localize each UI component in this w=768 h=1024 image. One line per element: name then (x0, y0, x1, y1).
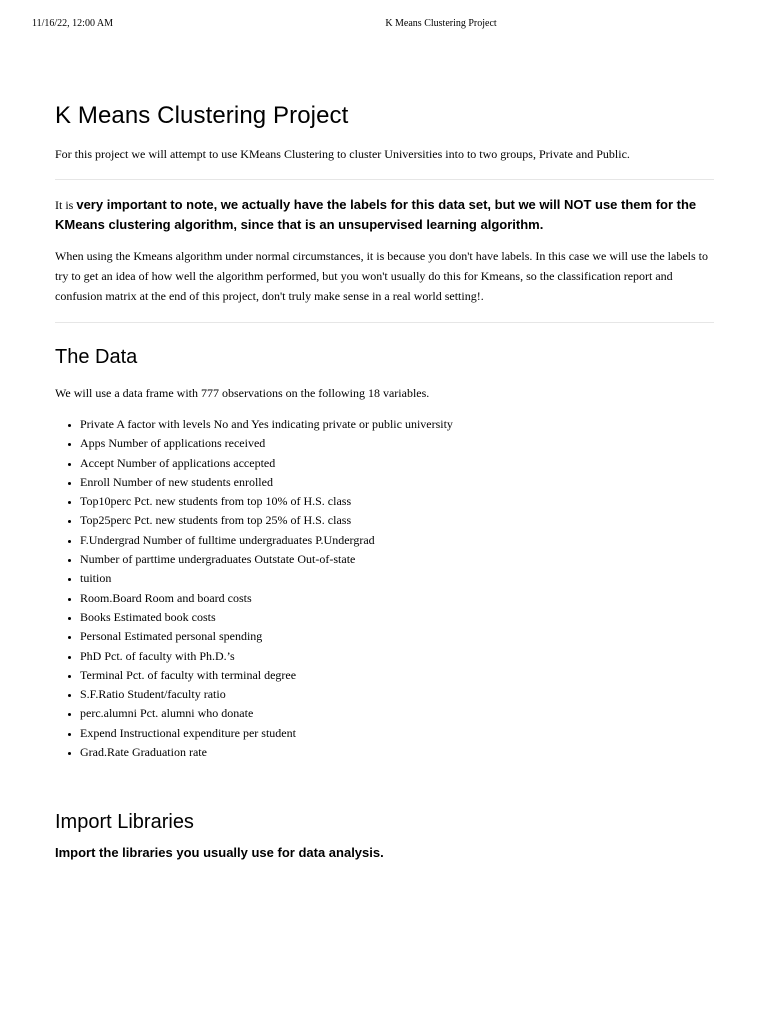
notebook-content (55, 96, 714, 863)
list-item: • F.Undergrad Number of fulltime undergraduates P.Undergrad (80, 531, 714, 550)
variables-list (55, 415, 714, 762)
import-section-heading: Import Libraries (55, 811, 194, 834)
list-item: • Terminal Pct. of faculty with terminal degree (80, 666, 714, 685)
explanation-paragraph: When using the Kmeans algorithm under normal circumstances, it is because you don't have labels. In this case we will use the labels to try to get an idea of how well the algorithm performed, but you won't usually do this for Kmeans, so the classification report and confusion matrix at the end of this project, don't truly make sense in a real world setting!. (55, 249, 708, 303)
list-item: • Number of parttime undergraduates Outstate Out-of-state (80, 550, 714, 569)
list-item: • PhD Pct. of faculty with Ph.D.’s (80, 647, 714, 666)
list-item: • Books Estimated book costs (80, 608, 714, 627)
list-item: • Grad.Rate Graduation rate (80, 743, 714, 762)
important-note-bold: very important to note, we actually have the labels for this data set, but we will NOT use them for the KMeans clustering algorithm, since that is an unsupervised learning algorithm. (55, 197, 697, 232)
data-section-heading: The Data (55, 346, 138, 368)
list-item: • Enroll Number of new students enrolled (80, 473, 714, 492)
list-item: • Personal Estimated personal spending (80, 627, 714, 646)
section-divider (55, 179, 714, 180)
important-note-prefix: It is (55, 198, 77, 212)
list-item: • S.F.Ratio Student/faculty ratio (80, 685, 714, 704)
list-item: • Apps Number of applications received (80, 434, 714, 453)
list-item: • tuition (80, 569, 714, 588)
list-item: • Top25perc Pct. new students from top 25% of H.S. class (80, 511, 714, 530)
page-title: K Means Clustering Project (55, 102, 349, 129)
list-item: • Private A factor with levels No and Yes indicating private or public university (80, 415, 714, 434)
intro-paragraph: For this project we will attempt to use KMeans Clustering to cluster Universities into to two groups, Private and Public. (55, 147, 630, 161)
print-header (0, 18, 768, 32)
list-item: • perc.alumni Pct. alumni who donate (80, 704, 714, 723)
list-item: • Accept Number of applications accepted (80, 454, 714, 473)
list-item: • Top10perc Pct. new students from top 10% of H.S. class (80, 492, 714, 511)
data-description: We will use a data frame with 777 observations on the following 18 variables. (55, 386, 430, 400)
print-document-title: K Means Clustering Project (385, 18, 497, 29)
list-item: • Expend Instructional expenditure per student (80, 724, 714, 743)
print-timestamp: 11/16/22, 12:00 AM (32, 18, 114, 29)
section-divider (55, 322, 714, 323)
important-note (55, 195, 714, 235)
import-instruction: Import the libraries you usually use for data analysis. (55, 845, 384, 861)
list-item: • Room.Board Room and board costs (80, 589, 714, 608)
